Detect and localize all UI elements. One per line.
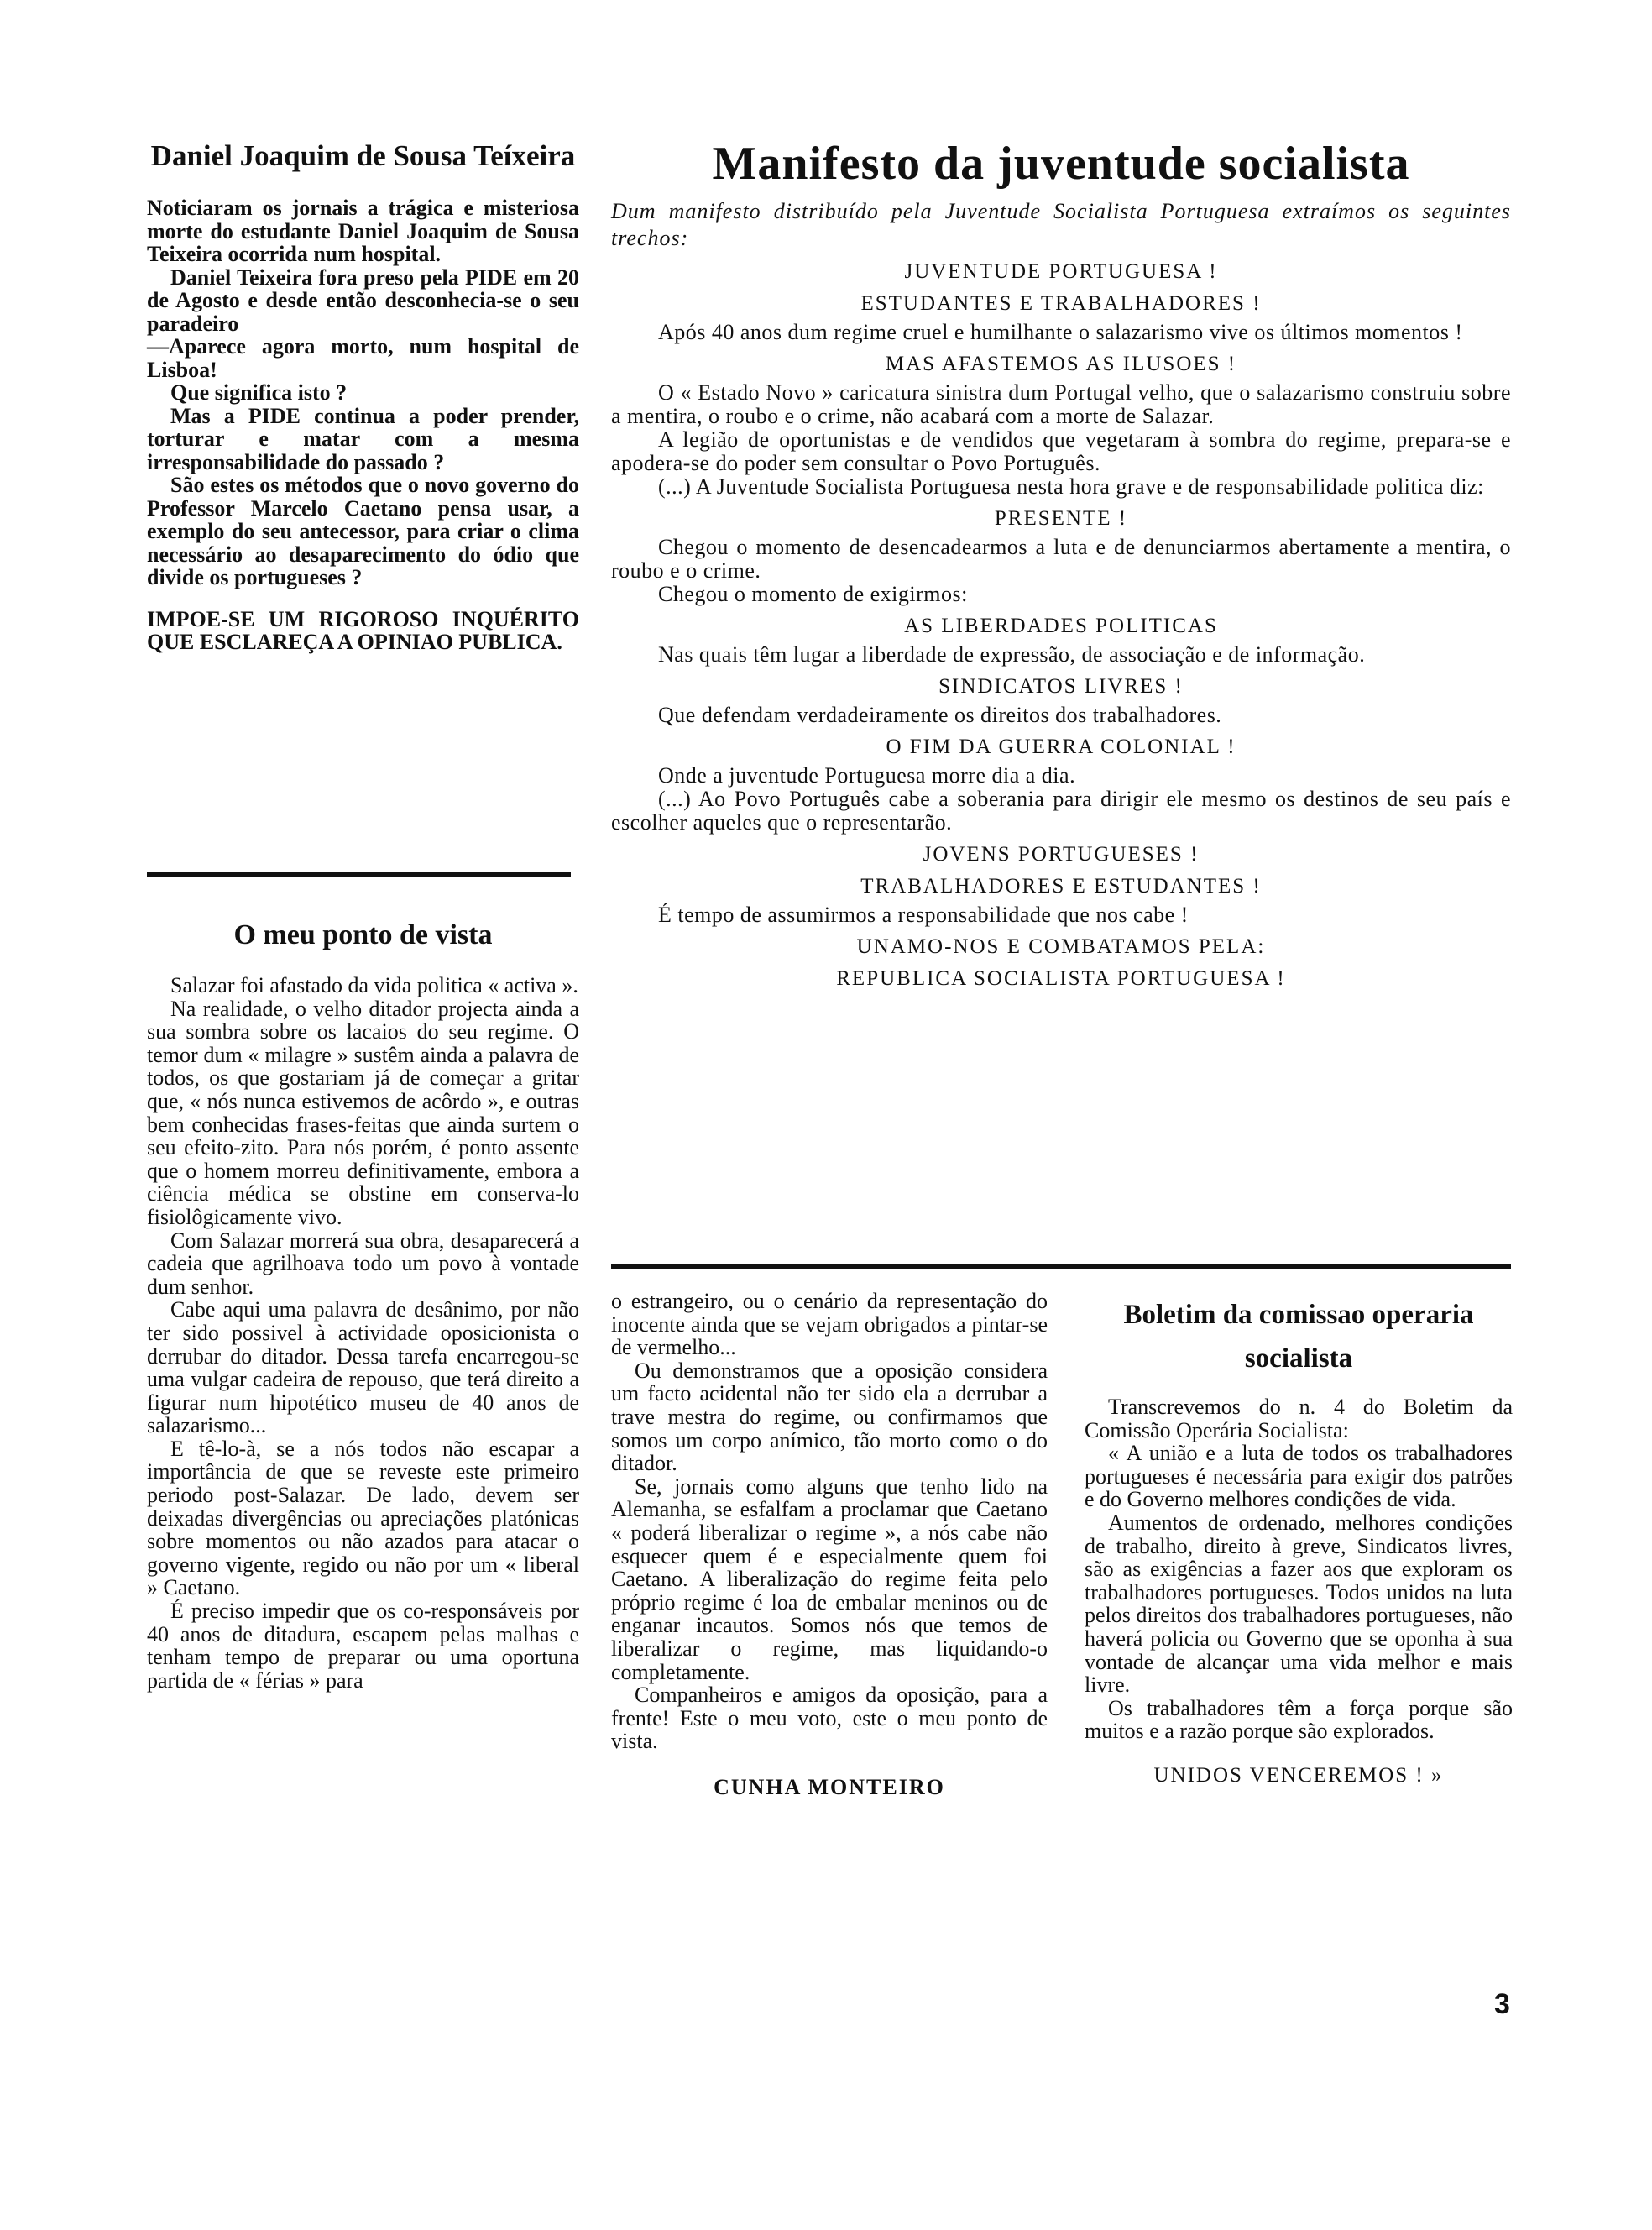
manifesto-paragraph: Nas quais têm lugar a liberdade de expressão, de associação e de informação. — [658, 642, 1366, 667]
ponto-column-1 — [147, 974, 579, 1692]
boletim-paragraph: Transcrevemos do n. 4 do Boletim da Comissão Operária Socialista: — [1085, 1395, 1513, 1442]
article-daniel — [147, 134, 579, 654]
daniel-paragraph: Mas a PIDE continua a poder prender, torturar e matar com a mesma irresponsabilidade do passado ? — [147, 403, 579, 474]
manifesto-slogan: UNAMO-NOS E COMBATAMOS PELA: — [856, 935, 1266, 958]
manifesto-slogan: ESTUDANTES E TRABALHADORES ! — [860, 292, 1262, 315]
daniel-paragraph: Que significa isto ? — [170, 380, 348, 405]
manifesto-slogan: MAS AFASTEMOS AS ILUSOES ! — [885, 353, 1237, 375]
manifesto-slogan: JOVENS PORTUGUESES ! — [923, 843, 1200, 866]
ponto-paragraph: o estrangeiro, ou o cenário da representação do inocente ainda que se vejam obrigados a pintar-se de vermelho... — [611, 1289, 1048, 1360]
manifesto-slogan: JUVENTUDE PORTUGUESA ! — [904, 260, 1218, 283]
daniel-body — [147, 196, 579, 654]
column-divider-rule — [147, 872, 571, 877]
article-boletim — [1085, 1293, 1513, 1788]
ponto-paragraph: Companheiros e amigos da oposição, para a frente! Este o meu voto, este o meu ponto de vista. — [611, 1683, 1048, 1754]
manifesto-slogan: PRESENTE ! — [994, 507, 1128, 530]
manifesto-slogan: TRABALHADORES E ESTUDANTES ! — [860, 875, 1262, 898]
ponto-paragraph: Cabe aqui uma palavra de desânimo, por não ter sido possivel à actividade oposicionista o derrubar do ditador. Dessa tarefa encarregou-se uma vulgar cadeira de repouso, que terá direito a figurar num hipotético museu de 40 anos de salazarismo... — [147, 1297, 579, 1438]
boletim-paragraph: Aumentos de ordenado, melhores condições de trabalho, direito à greve, Sindicatos livres, são as exigências a fazer aos que exploram os trabalhadores portugueses. Todos unidos na luta pelos direitos dos trabalhadores portugueses, não haverá policia ou Governo que se oponha à sua vontade de alcançar uma vida melhor e mais livre. — [1085, 1510, 1513, 1698]
boletim-paragraph: « A união e a luta de todos os trabalhadores portugueses é necessária para exigir dos patrões e do Governo melhores condições de vida. — [1085, 1441, 1513, 1512]
manifesto-paragraph: É tempo de assumirmos a responsabilidade que nos cabe ! — [658, 903, 1189, 927]
manifesto-slogan: O FIM DA GUERRA COLONIAL ! — [886, 735, 1236, 758]
ponto-signature: CUNHA MONTEIRO — [714, 1774, 945, 1799]
page-number: 3 — [1494, 1988, 1510, 2020]
ponto-paragraph: Ou demonstramos que a oposição considera um facto acidental não ter sido ela a derrubar a trave mestra do regime, ou confirmamos que somos um corpo anímico, tão morto como o do ditador. — [611, 1358, 1048, 1476]
ponto-paragraph: Se, jornais como alguns que tenho lido na Alemanha, se esfalfam a proclamar que Caetano « poderá liberalizar o regime », a nós cabe não esquecer quem é e especialmente quem foi Caetano. A liberalização do regime feita pelo próprio regime é loa de embalar meninos ou de enganar incautos. Somos nós que temos de liberalizar o regime, mas liquidando-o completamente. — [611, 1474, 1048, 1684]
article-ponto-title-area — [147, 913, 579, 957]
manifesto-slogan: SINDICATOS LIVRES ! — [938, 675, 1184, 698]
daniel-paragraph: São estes os métodos que o novo governo do Professor Marcelo Caetano pensa usar, a exemplo do seu antecessor, para criar o clima necessário ao desaparecimento do ódio que divide os portugueses ? — [147, 473, 579, 589]
daniel-paragraph: Daniel Teixeira fora preso pela PIDE em 20 de Agosto e desde então desconhecia-se o seu paradeiro — [147, 264, 579, 336]
manifesto-paragraph: (...) Ao Povo Português cabe a soberania para dirigir ele mesmo os destinos de seu país e escolher aqueles que o representarão. — [611, 787, 1511, 835]
manifesto-paragraph: A legião de oportunistas e de vendidos que vegetaram à sombra do regime, prepara-se e apodera-se do poder sem consultar o Povo Português. — [611, 427, 1511, 475]
manifesto-intro: Dum manifesto distribuído pela Juventude Socialista Portuguesa extraímos os seguintes trechos: — [611, 199, 1511, 250]
manifesto-bottom-rule — [611, 1264, 1511, 1269]
manifesto-paragraph: Após 40 anos dum regime cruel e humilhante o salazarismo vive os últimos momentos ! — [658, 320, 1463, 344]
article-manifesto — [611, 134, 1511, 996]
manifesto-paragraph: Onde a juventude Portuguesa morre dia a dia. — [658, 763, 1076, 788]
manifesto-slogan: AS LIBERDADES POLITICAS — [904, 615, 1218, 637]
boletim-title: Boletim da comissao operaria socialista — [1123, 1300, 1474, 1374]
boletim-paragraph: Os trabalhadores têm a força porque são muitos e a razão porque são explorados. — [1085, 1695, 1513, 1744]
manifesto-paragraph: O « Estado Novo » caricatura sinistra dum Portugal velho, que o salazarismo construiu sobre a mentira, o roubo e o crime, não acabará com a morte de Salazar. — [611, 380, 1511, 428]
ponto-paragraph: E tê-lo-à, se a nós todos não escapar a importância de que se reveste este primeiro periodo post-Salazar. De lado, devem ser deixadas divergências ou apreciações platónicas sobre momentos ou não azados para atacar o governo vigente, regido ou não por um « liberal » Caetano. — [147, 1436, 579, 1600]
manifesto-paragraph: Chegou o momento de desencadearmos a luta e de denunciarmos abertamente a mentira, o roubo e o crime. — [611, 535, 1511, 583]
manifesto-title: Manifesto da juventude socialista — [712, 138, 1410, 190]
ponto-paragraph: Salazar foi afastado da vida politica « activa ». — [170, 973, 578, 997]
manifesto-paragraph: Que defendam verdadeiramente os direitos dos trabalhadores. — [658, 703, 1222, 727]
manifesto-paragraph: (...) A Juventude Socialista Portuguesa nesta hora grave e de responsabilidade politica diz: — [658, 474, 1484, 499]
ponto-paragraph: É preciso impedir que os co-responsáveis por 40 anos de ditadura, escapem pelas malhas e tenham tempo de preparar ou uma oportuna partida de « férias » para — [147, 1599, 579, 1693]
ponto-paragraph: Com Salazar morrerá sua obra, desaparecerá a cadeia que agrilhoava todo um povo à vontade dum senhor. — [147, 1228, 579, 1299]
ponto-title: O meu ponto de vista — [233, 919, 493, 950]
manifesto-paragraph: Chegou o momento de exigirmos: — [658, 582, 968, 606]
daniel-paragraph: Noticiaram os jornais a trágica e misteriosa morte do estudante Daniel Joaquim de Sousa Teixeira ocorrida num hospital. — [147, 196, 579, 266]
manifesto-slogan: REPUBLICA SOCIALISTA PORTUGUESA ! — [836, 967, 1286, 990]
daniel-closing: IMPOE-SE UM RIGOROSO INQUÉRITO QUE ESCLAREÇA A OPINIAO PUBLICA. — [147, 606, 579, 654]
daniel-title: Daniel Joaquim de Sousa Teíxeira — [150, 139, 576, 172]
ponto-paragraph: Na realidade, o velho ditador projecta ainda a sua sombra sobre os lacaios do seu regime. O temor dum « milagre » sustêm ainda a palavra de todos, os que gostariam já de começar a gritar que, « nós nunca estivemos de acôrdo », e outras bem conhecidas frases-feitas que ainda surtem o seu efeito-zito. Para nós porém, é ponto assente que o homem morreu definitivamente, embora a ciência médica se obstine em conserva-lo fisiolôgicamente vivo. — [147, 996, 579, 1229]
boletim-closing: UNIDOS VENCEREMOS ! » — [1153, 1763, 1444, 1787]
boletim-body — [1085, 1395, 1513, 1788]
ponto-column-2 — [611, 1290, 1048, 1800]
manifesto-body — [611, 260, 1511, 991]
daniel-paragraph: —Aparece agora morto, num hospital de Lisboa! — [147, 334, 579, 382]
